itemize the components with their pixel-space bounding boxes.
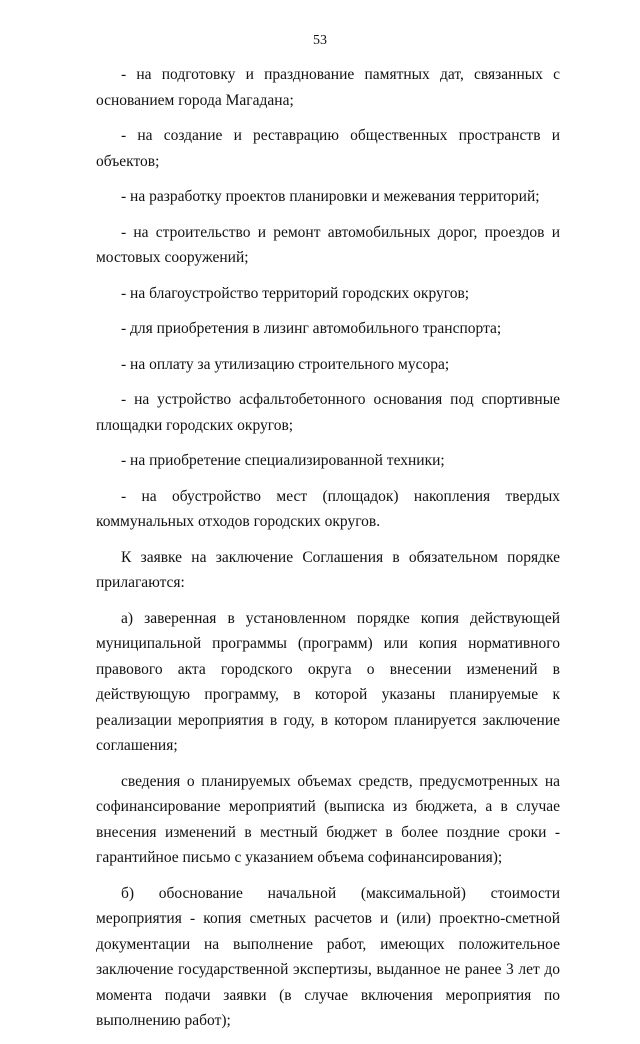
page-number: 53 [313, 33, 327, 48]
paragraph-item-b: б) обоснование начальной (максимальной) стоимости мероприятия - копия сметных расчетов и (или) проектно-сметной документации на выполнение работ, имеющих положительное заключение государственной экспертизы, выданное не ранее 3 лет до момента подачи заявки (в случае включения мероприятия по выполнению работ); [96, 884, 560, 1029]
paragraph-vehicle-leasing: - для приобретения в лизинг автомобильного транспорта; [121, 320, 502, 337]
document-body [96, 62, 560, 1044]
paragraph-waste-sites: - на обустройство мест (площадок) накопления твердых коммунальных отходов городских округов. [96, 487, 560, 530]
paragraph-application-attachments: К заявке на заключение Соглашения в обязательном порядке прилагаются: [96, 548, 560, 591]
paragraph-cofinancing-info: сведения о планируемых объемах средств, предусмотренных на софинансирование мероприятий (выписка из бюджета, а в случае внесения изменений в местный бюджет в более поздние сроки - гарантийное письмо с указанием объема софинансирования); [96, 772, 560, 866]
paragraph-sports-grounds: - на устройство асфальтобетонного основания под спортивные площадки городских округов; [96, 391, 560, 434]
paragraph-landscaping: - на благоустройство территорий городских округов; [121, 284, 470, 302]
paragraph-item-a: а) заверенная в установленном порядке копия действующей муниципальной программы (программ) или копия нормативного правового акта городского округа о внесении изменений в действующую программу, в которой указаны планируемые к реализации мероприятия в году, в котором планируется заключение соглашения; [96, 609, 560, 754]
paragraph-waste-disposal: - на оплату за утилизацию строительного мусора; [121, 355, 450, 373]
paragraph-public-spaces: - на создание и реставрацию общественных пространств и объектов; [96, 127, 560, 170]
paragraph-territory-planning: - на разработку проектов планировки и межевания территорий; [121, 188, 540, 205]
paragraph-commemorative-dates: - на подготовку и празднование памятных дат, связанных с основанием города Магадана; [96, 66, 560, 109]
paragraph-special-equipment: - на приобретение специализированной техники; [121, 452, 445, 469]
paragraph-road-construction: - на строительство и ремонт автомобильных дорог, проездов и мостовых сооружений; [96, 223, 560, 266]
